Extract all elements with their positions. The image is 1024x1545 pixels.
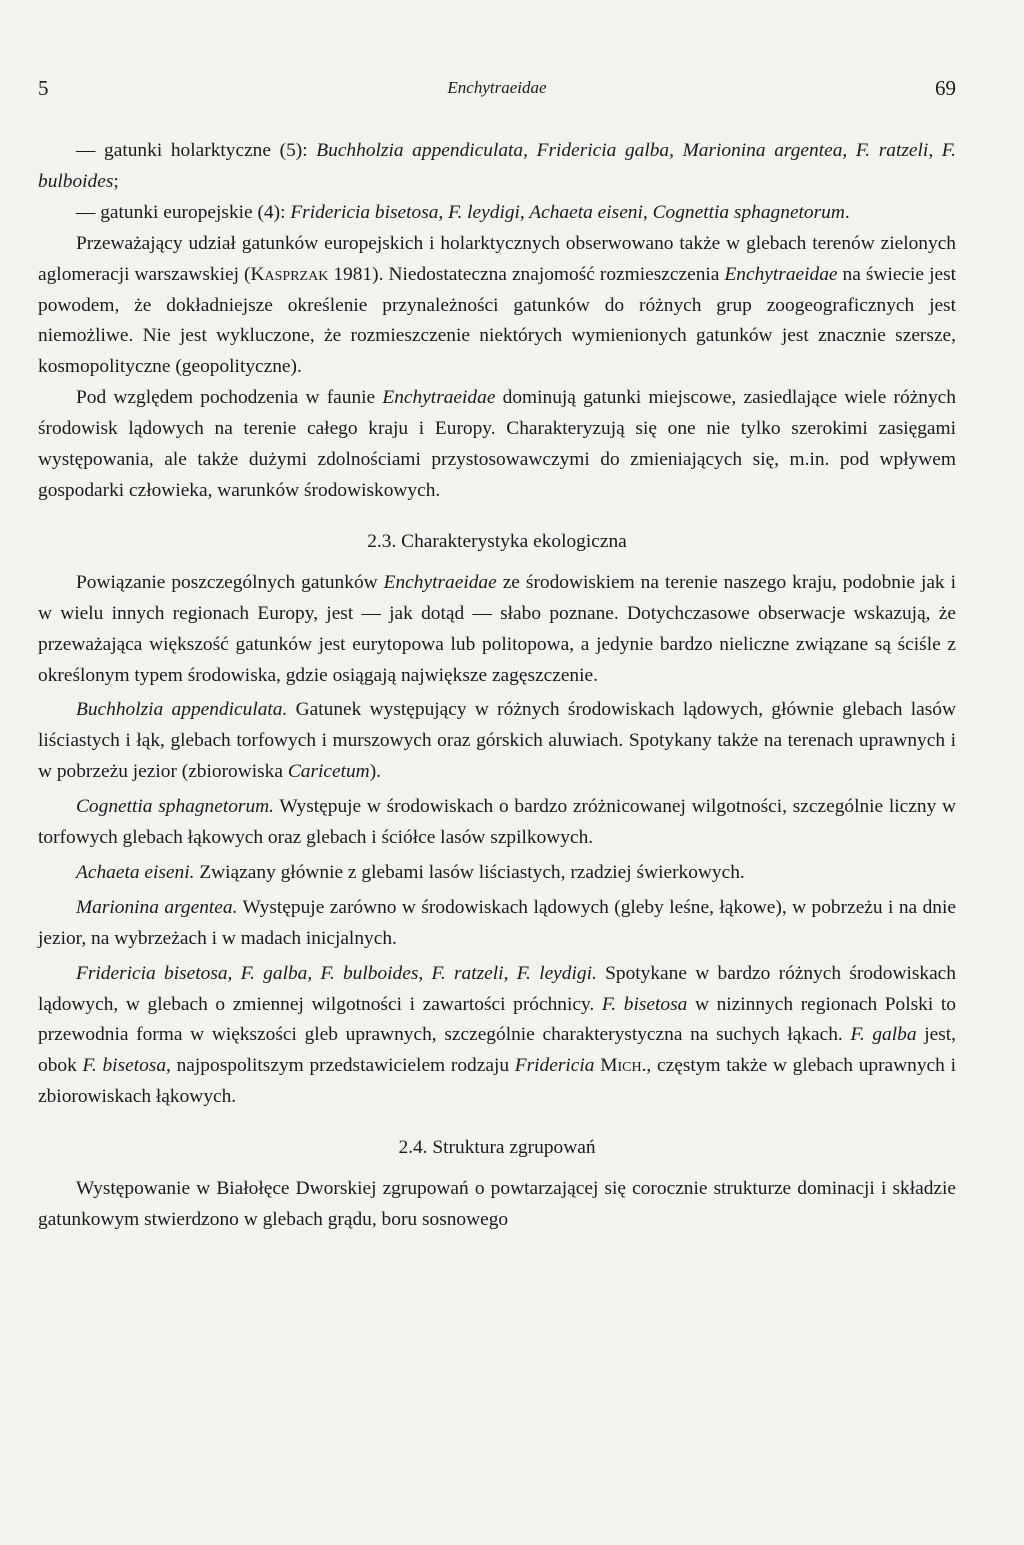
paragraph — [38, 383, 956, 507]
list-lead: — gatunki holarktyczne (5): — [76, 140, 317, 161]
text: Występuje zarówno w środowiskach lądowych (gleby leśne, łąkowe), w pobrzeżu i na dnie jezior, na wybrzeżach i w madach inicjalnych. — [38, 896, 956, 949]
species-paragraph — [38, 858, 956, 889]
section-heading: 2.3. Charakterystyka ekologiczna — [367, 530, 627, 552]
text: 1981). Niedostateczna znajomość rozmieszczenia — [328, 263, 725, 285]
species-names: Buchholzia appendiculata, Fridericia galba, Marionina argentea, F. ratzeli, F. bulboides — [38, 140, 957, 192]
author-name: Kasprzak — [250, 263, 329, 285]
species-name: Cognettia sphagnetorum. — [76, 796, 275, 818]
running-head — [38, 70, 956, 106]
paragraph — [38, 568, 956, 692]
species-name: F. bisetosa, — [82, 1055, 171, 1077]
page-number: 69 — [935, 76, 956, 100]
text: , częstym także w glebach uprawnych i zbiorowiskach łąkowych. — [38, 1055, 956, 1108]
text: Związany głównie z glebami lasów liściastych, rzadziej świerkowych. — [194, 861, 745, 883]
text: Występowanie w Białołęce Dworskiej zgrupowań o powtarzającej się corocznie strukturze dominacji i składzie gatunkowym stwierdzono w glebach grądu, boru sosnowego — [38, 1178, 956, 1230]
list-item-european — [38, 198, 956, 229]
list-lead: — gatunki europejskie (4): — [76, 201, 291, 223]
species-paragraph — [38, 893, 956, 955]
taxon-name: Caricetum — [287, 761, 370, 783]
species-paragraph — [38, 792, 956, 854]
text: najpospolitszym przedstawicielem rodzaju — [170, 1055, 515, 1077]
species-name: Buchholzia appendiculata. — [76, 699, 288, 721]
text: Powiązanie poszczególnych gatunków — [76, 571, 384, 593]
author-name: Mich. — [600, 1055, 647, 1077]
paragraph — [38, 1174, 956, 1236]
text: Pod względem pochodzenia w faunie — [76, 387, 383, 409]
species-names: Fridericia bisetosa, F. leydigi, Achaeta eiseni, Cognettia sphagnetorum — [290, 201, 845, 223]
paragraph — [38, 229, 956, 384]
taxon-name: Enchytraeidae — [383, 571, 497, 593]
species-paragraph — [38, 695, 956, 788]
text: ze środowiskiem na terenie naszego kraju, podobnie jak i w wielu innych regionach Europy, jest — jak dotąd — słabo poznane. Dotychczasowe obserwacje wskazują, że przeważająca większość gatunków jest eurytopowa lub politopowa, a jedynie bardzo nieliczne związane są ściśle z określonym typem środowiska, gdzie osiągają największe zagęszczenie. — [38, 571, 956, 686]
text: Gatunek występujący w różnych środowiskach lądowych, głównie glebach lasów liściastych i łąk, glebach torfowych i murszowych oraz górskich aluwiach. Spotykany także na terenach uprawnych i w pobrzeżu jezior (zbiorowiska — [38, 699, 956, 783]
species-name: Marionina argentea. — [76, 896, 238, 918]
text: Występuje w środowiskach o bardzo zróżnicowanej wilgotności, szczególnie liczny w torfowych glebach łąkowych oraz glebach i ściółce lasów szpilkowych. — [38, 796, 956, 849]
text: na świecie jest powodem, że dokładniejsze określenie przynależności gatunków do różnych grup zoogeograficznych jest niemożliwe. Nie jest wykluczone, że rozmieszczenie niektórych wymienionych gatunków jest znacznie szersze, kosmopolityczne (geopolityczne). — [38, 263, 956, 378]
genus-name: Fridericia — [514, 1055, 595, 1077]
species-name: F. bisetosa — [601, 993, 688, 1015]
body-text — [38, 136, 956, 1236]
list-item-holarctic — [38, 136, 956, 198]
running-title: Enchytraeidae — [447, 78, 547, 97]
taxon-name: Enchytraeidae — [382, 387, 496, 409]
text: w nizinnych regionach Polski to przewodnia forma w większości gleb uprawnych, szczególnie charakterystyczna na suchych łąkach. — [38, 993, 956, 1046]
taxon-name: Enchytraeidae — [724, 263, 838, 285]
text: jest, obok — [38, 1024, 956, 1077]
text: Przeważający udział gatunków europejskich i holarktycznych obserwowano także w glebach terenów zielonych aglomeracji warszawskiej ( — [38, 232, 956, 285]
section-heading: 2.4. Struktura zgrupowań — [398, 1137, 596, 1159]
list-tail: . — [844, 201, 850, 223]
species-paragraph — [38, 959, 956, 1114]
text: dominują gatunki miejscowe, zasiedlające wiele różnych środowisk lądowych na terenie całego kraju i Europy. Charakteryzują się one nie tylko szerokimi zasięgami występowania, ale także dużymi zdolnościami przystosowawczymi do zmieniających się, m.in. pod wpływem gospodarki człowieka, warunków środowiskowych. — [38, 387, 956, 501]
list-tail: ; — [113, 170, 119, 192]
species-name: F. galba — [850, 1024, 917, 1046]
species-name: Fridericia bisetosa, F. galba, F. bulboides, F. ratzeli, F. leydigi. — [76, 962, 597, 984]
chapter-number: 5 — [38, 76, 49, 100]
species-name: Achaeta eiseni. — [76, 861, 195, 883]
text: Spotykane w bardzo różnych środowiskach lądowych, w glebach o zmiennej wilgotności i zawartości próchnicy. — [38, 962, 956, 1015]
text: ). — [369, 761, 382, 783]
